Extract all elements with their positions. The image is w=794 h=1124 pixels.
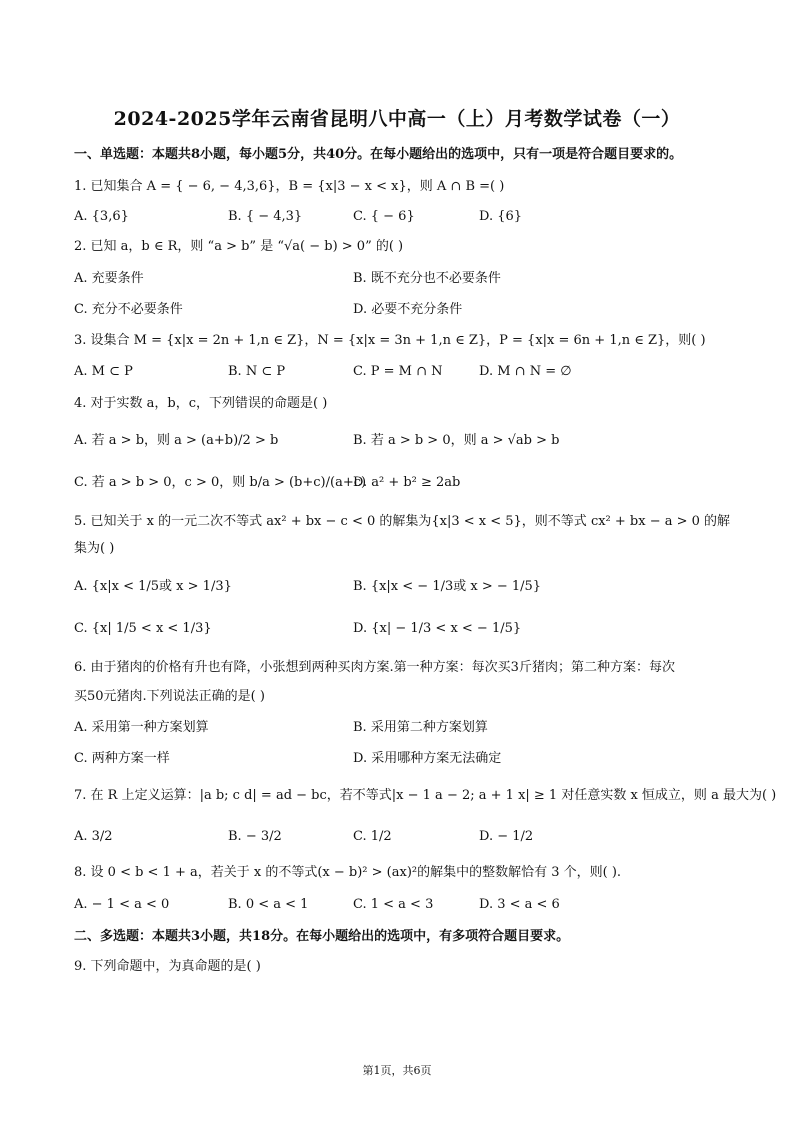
question-2-option-b: B. 既不充分也不必要条件 [353,271,501,286]
question-1-stem: 1. 已知集合 A = { − 6, − 4,3,6}，B = {x|3 − x < x}，则 A ∩ B =( ) [74,179,505,194]
page-footer: 第1页，共6页 [362,1064,432,1077]
question-1-option-b: B. { − 4,3} [228,209,303,224]
question-6-option-a: A. 采用第一种方案划算 [74,720,209,735]
question-6-stem-line1: 6. 由于猪肉的价格有升也有降，小张想到两种买肉方案.第一种方案：每次买3斤猪肉；第二种方案：每次 [74,660,675,675]
question-3-stem: 3. 设集合 M = {x|x = 2n + 1,n ∈ Z}，N = {x|x = 3n + 1,n ∈ Z}，P = {x|x = 6n + 1,n ∈ Z}，则( ) [74,333,706,348]
question-8-stem: 8. 设 0 < b < 1 + a，若关于 x 的不等式(x − b)² > (ax)²的解集中的整数解恰有 3 个，则( ). [74,865,622,880]
question-2-stem: 2. 已知 a，b ∈ R，则 “a > b” 是 “√a( − b) > 0” 的( ) [74,239,404,254]
question-8-option-c: C. 1 < a < 3 [353,897,434,912]
question-5-options-row1 [74,578,734,598]
question-3-option-d: D. M ∩ N = ∅ [479,364,572,379]
question-6-options-row1 [74,719,734,739]
question-3-option-b: B. N ⊂ P [228,364,286,379]
question-1-options [74,208,734,228]
question-7-option-b: B. − 3/2 [228,829,282,844]
question-2-option-d: D. 必要不充分条件 [353,302,463,317]
question-8-options [74,896,734,916]
question-5-option-d: D. {x| − 1/3 < x < − 1/5} [353,621,522,636]
question-7-option-d: D. − 1/2 [479,829,534,844]
question-8-option-a: A. − 1 < a < 0 [74,897,170,912]
question-6-option-d: D. 采用哪种方案无法确定 [353,751,502,766]
question-6-option-c: C. 两种方案一样 [74,751,170,766]
question-3-option-c: C. P = M ∩ N [353,364,443,379]
question-2-options-row2 [74,301,734,321]
question-4-stem: 4. 对于实数 a，b，c，下列错误的命题是( ) [74,396,328,411]
question-4-option-c: C. 若 a > b > 0，c > 0，则 b/a > (b+c)/(a+c) [74,475,367,490]
question-6-option-b: B. 采用第二种方案划算 [353,720,488,735]
question-1-option-c: C. { − 6} [353,209,415,224]
page-title: 2024-2025学年云南省昆明八中高一（上）月考数学试卷（一） [113,108,681,130]
question-1-option-d: D. {6} [479,209,523,224]
question-2-options-row1 [74,270,734,290]
question-5-option-a: A. {x|x < 1/5或 x > 1/3} [74,579,232,594]
question-4-option-a: A. 若 a > b，则 a > (a+b)/2 > b [74,433,279,448]
question-4-options-row1 [74,432,734,452]
question-7-stem: 7. 在 R 上定义运算：|a b; c d| = ad − bc，若不等式|x − 1 a − 2; a + 1 x| ≥ 1 对任意实数 x 恒成立，则 a 最大为( ) [74,788,777,803]
question-1-option-a: A. {3,6} [74,209,129,224]
question-4-option-b: B. 若 a > b > 0，则 a > √ab > b [353,433,560,448]
question-4-option-d: D. a² + b² ≥ 2ab [353,475,461,490]
question-2-option-c: C. 充分不必要条件 [74,302,183,317]
section-single-choice-heading: 一、单选题：本题共8小题，每小题5分，共40分。在每小题给出的选项中，只有一项是符合题目要求的。 [74,147,683,162]
question-5-option-c: C. {x| 1/5 < x < 1/3} [74,621,212,636]
question-5-stem-line2: 集为( ) [74,541,115,556]
question-7-option-c: C. 1/2 [353,829,392,844]
question-3-options [74,363,734,383]
question-9-stem: 9. 下列命题中，为真命题的是( ) [74,959,261,974]
question-6-options-row2 [74,750,734,770]
question-3-option-a: A. M ⊂ P [74,364,133,379]
question-5-options-row2 [74,620,734,640]
question-6-stem-line2: 买50元猪肉.下列说法正确的是( ) [74,689,265,704]
question-5-stem-line1: 5. 已知关于 x 的一元二次不等式 ax² + bx − c < 0 的解集为{x|3 < x < 5}，则不等式 cx² + bx − a > 0 的解 [74,514,731,529]
section-multiple-choice-heading: 二、多选题：本题共3小题，共18分。在每小题给出的选项中，有多项符合题目要求。 [74,929,570,944]
question-7-option-a: A. 3/2 [74,829,113,844]
question-4-options-row2 [74,474,734,494]
question-2-option-a: A. 充要条件 [74,271,144,286]
question-8-option-b: B. 0 < a < 1 [228,897,309,912]
question-5-option-b: B. {x|x < − 1/3或 x > − 1/5} [353,579,542,594]
question-7-options [74,828,734,848]
question-8-option-d: D. 3 < a < 6 [479,897,560,912]
